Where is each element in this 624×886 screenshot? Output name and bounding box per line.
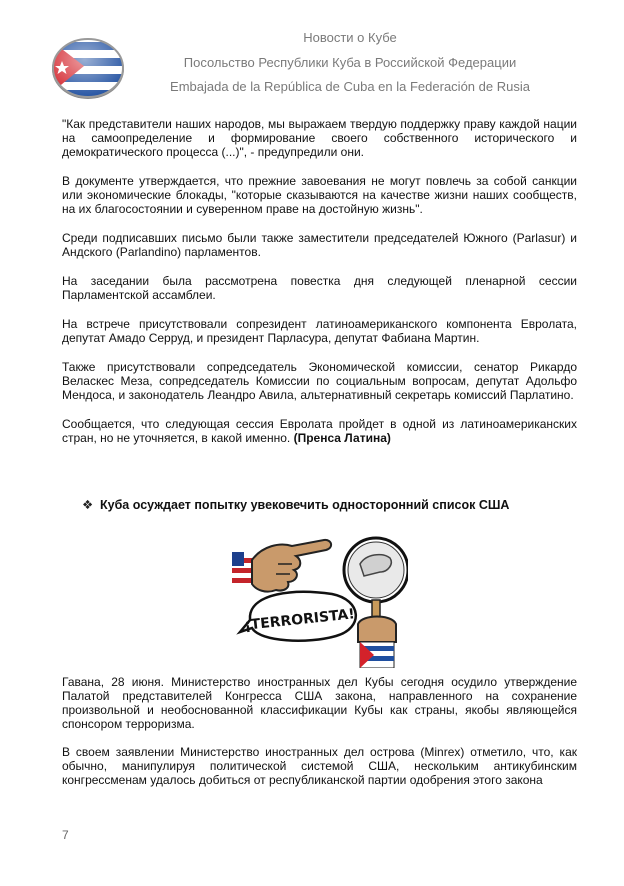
balloon-text: ¡TERRORISTA! [243, 606, 356, 634]
article-body [62, 117, 577, 460]
holding-hand [358, 617, 396, 669]
article2-body [62, 675, 577, 802]
header-embassy-es: Embajada de la República de Cuba en la Federación de Rusia [170, 79, 530, 94]
us-flag-cuff [232, 552, 254, 590]
paragraph: Среди подписавших письмо были также заместители председателей Южного (Parlasur) и Андского (Parlandino) парламентов. [62, 231, 577, 259]
paragraph-text: Сообщается, что следующая сессия Евролата пройдет в одной из латиноамериканских стран, но не уточняется, в какой именно. [62, 417, 577, 445]
diamond-bullet-icon: ❖ [82, 498, 94, 512]
paragraph-with-source [62, 417, 577, 445]
paragraph: "Как представители наших народов, мы выражаем твердую поддержку праву каждой нации на самоопределение и формирование своего собственного исторического и демократического процесса (...)", - предупредили они. [62, 117, 577, 159]
news-source: (Пренса Латина) [293, 431, 391, 445]
page-header [0, 0, 624, 110]
paragraph: На заседании была рассмотрена повестка дня следующей пленарной сессии Парламентской ассамблеи. [62, 274, 577, 302]
paragraph: Также присутствовали сопредседатель Экономической комиссии, сенатор Рикардо Веласкес Меза, сопредседатель Комиссии по социальным вопросам, депутат Адольфо Мендоса, и законодатель Леандро Авила, альтернативный секретарь комиссий Парлатино. [62, 360, 577, 402]
paragraph: В документе утверждается, что прежние завоевания не могут повлечь за собой санкции или экономические блокады, "которые сказываются на качестве жизни наших сообществ, на их благосостоянии и суверенном праве на достойную жизнь". [62, 174, 577, 216]
header-embassy-ru: Посольство Республики Куба в Российской Федерации [183, 55, 517, 70]
cuba-flag-logo [50, 36, 126, 100]
header-title-news: Новости о Кубе [303, 30, 397, 45]
terrorist-cartoon-image [232, 524, 408, 668]
article-title: Куба осуждает попытку увековечить односторонний список США [100, 498, 510, 512]
paragraph: Гавана, 28 июня. Министерство иностранных дел Кубы сегодня осудило утверждение Палатой представителей Конгресса США закона, направленного на сохранение произвольной и необоснованной классификации Кубы как страны, якобы являющейся спонсором терроризма. [62, 675, 577, 731]
paragraph: В своем заявлении Министерство иностранных дел острова (Minrex) отметило, что, как обычно, манипулируя политической системой США, нескольким антикубинским конгрессменам удалось добиться от республиканской партии одобрения этого закона [62, 745, 577, 787]
paragraph: На встрече присутствовали сопрезидент латиноамериканского компонента Евролата, депутат Амадо Серруд, и президент Парласура, депутат Фабиана Мартин. [62, 317, 577, 345]
article-heading [82, 497, 582, 512]
page-number: 7 [62, 828, 69, 842]
